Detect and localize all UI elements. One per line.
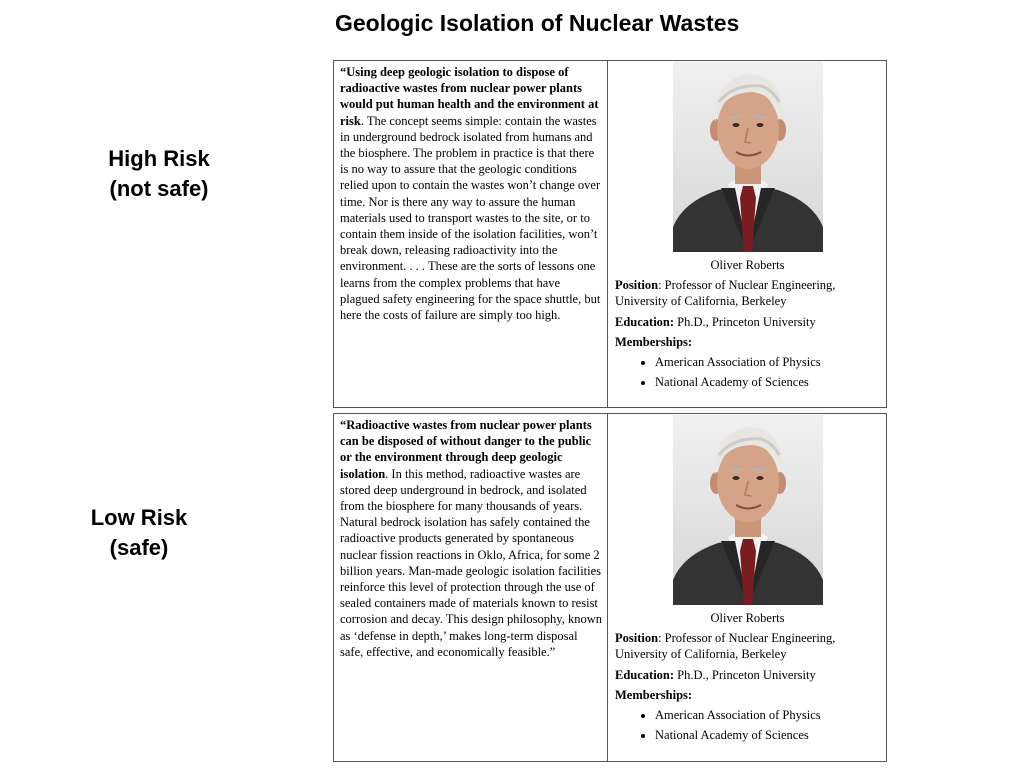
- portrait-photo: [673, 62, 823, 252]
- bio-name: Oliver Roberts: [710, 611, 785, 625]
- bio-position: [615, 630, 880, 662]
- position-value: : Professor of Nuclear Engineering, University of California, Berkeley: [615, 278, 836, 309]
- portrait-photo: [673, 415, 823, 605]
- education-label: Education:: [615, 314, 675, 329]
- bio-name: Oliver Roberts: [710, 258, 785, 272]
- memberships-label: Memberships:: [615, 334, 693, 349]
- position-label: Position: [615, 631, 659, 646]
- bio-education: [615, 667, 880, 683]
- list-item: • National Academy of Sciences: [655, 374, 880, 390]
- high-risk-label: [78, 144, 240, 204]
- memberships-list: [615, 707, 880, 743]
- quote-bold: “Using deep geologic isolation to dispose of radioactive wastes from nuclear power plants would put human health and the environment at risk: [340, 65, 599, 128]
- memberships-list: [615, 354, 880, 390]
- list-item: • American Association of Physics: [655, 707, 880, 723]
- education-value: Ph.D., Princeton University: [674, 314, 816, 329]
- list-item: • National Academy of Sciences: [655, 727, 880, 743]
- quote-body: . The concept seems simple: contain the wastes in underground bedrock isolated from humans and the biosphere. The problem in practice is that there is no way to assure that the geologic conditions relied upon to contain the wastes won’t change over time. Nor is there any way to assure the human materials used to transport wastes to the site, or to contain them inside of the isolation facilities, won’t break down, releasing radioactivity into the environment. . . . These are the sorts of lessons one learns from the complex problems that have plagued safety engineering for the space shuttle, but here the costs of failure are simply too high.: [340, 113, 601, 323]
- bio-education: [615, 314, 880, 330]
- high-risk-line-1: High Risk: [108, 146, 210, 171]
- low-risk-label: [58, 503, 220, 563]
- statement-panel-low-risk: [333, 413, 887, 762]
- quote-body: . In this method, radioactive wastes are stored deep underground in bedrock, and isolated from the biosphere for many thousands of years. Natural bedrock isolation has safely contained the radioactive products generated by spontaneous nuclear fission reactions in Oklo, Africa, for some 2 billion years. Man-made geologic isolation facilities reinforce this level of protection through the use of sealed containers made of materials known to resist corrosion and decay. This design philosophy, known as ‘defense in depth,’ makes long-term disposal safe, effective, and economically feasible.”: [340, 466, 602, 659]
- quote-cell: [334, 414, 608, 761]
- bio-cell: [608, 61, 886, 407]
- education-value: Ph.D., Princeton University: [674, 667, 816, 682]
- list-item: • American Association of Physics: [655, 354, 880, 370]
- low-risk-line-2: (safe): [109, 535, 169, 560]
- position-label: Position: [615, 278, 659, 293]
- education-label: Education:: [615, 667, 675, 682]
- statement-panel-high-risk: [333, 60, 887, 408]
- bio-position: [615, 277, 880, 309]
- bio-cell: [608, 414, 886, 761]
- memberships-label: Memberships:: [615, 687, 693, 702]
- quote-cell: [334, 61, 608, 407]
- page-title: Geologic Isolation of Nuclear Wastes: [335, 10, 740, 36]
- position-value: : Professor of Nuclear Engineering, University of California, Berkeley: [615, 631, 836, 662]
- high-risk-line-2: (not safe): [109, 176, 209, 201]
- low-risk-line-1: Low Risk: [90, 505, 188, 530]
- quote-bold: “Radioactive wastes from nuclear power plants can be disposed of without danger to the public or the environment through deep geologic isolation: [340, 418, 592, 481]
